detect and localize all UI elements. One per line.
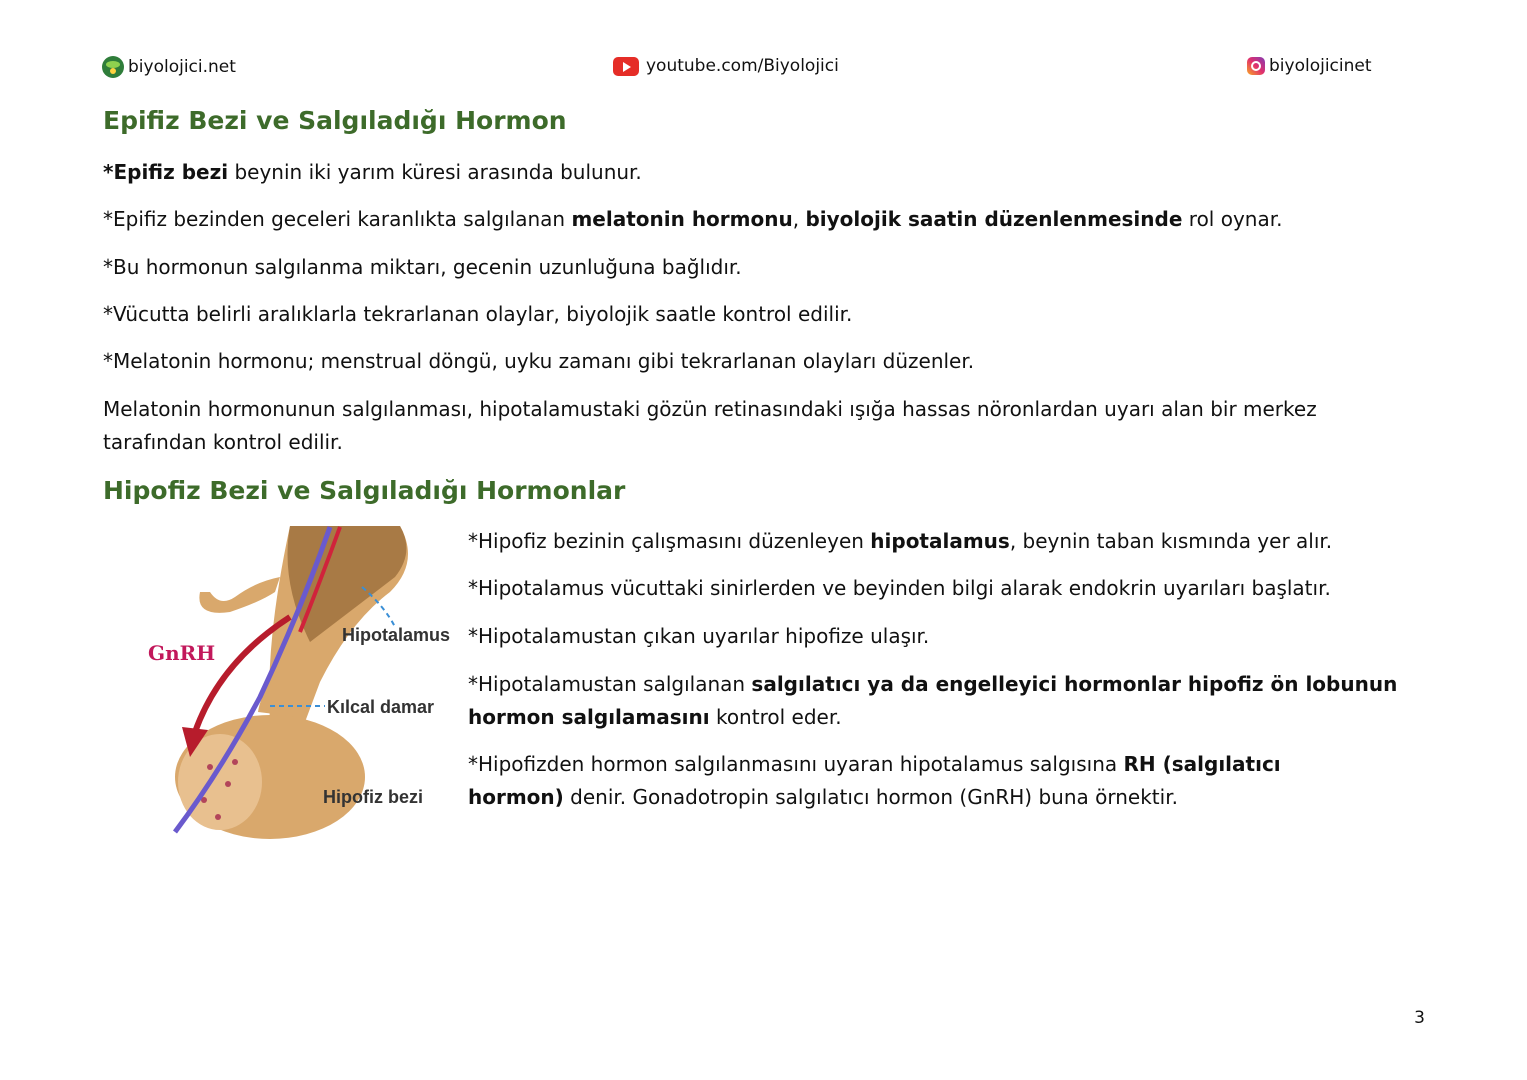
section1-paragraph-1 bbox=[103, 156, 642, 189]
section2-paragraph-1 bbox=[468, 525, 1332, 558]
hipofiz-bezi-label: Hipofiz bezi bbox=[323, 787, 423, 807]
section2-paragraph-2: *Hipotalamus vücuttaki sinirlerden ve beyinden bilgi alarak endokrin uyarıları başlatır. bbox=[468, 576, 1331, 600]
hormone-dot bbox=[225, 781, 231, 787]
section2-title: Hipofiz Bezi ve Salgıladığı Hormonlar bbox=[103, 476, 626, 505]
instagram-icon bbox=[1247, 57, 1265, 75]
hormone-dot bbox=[207, 764, 213, 770]
text: , bbox=[792, 207, 806, 231]
section2-paragraph-4 bbox=[468, 668, 1413, 734]
gnrh-label: GnRH bbox=[148, 641, 216, 665]
hormone-dot bbox=[215, 814, 221, 820]
bold-text: salgılatıcı ya da engelleyici hormonlar hipofiz ön lobunun hormon salgılamasını bbox=[468, 672, 1398, 729]
text: *Hipofizden hormon salgılanmasını uyaran hipotalamus salgısına bbox=[468, 752, 1124, 776]
kilcal-damar-label: Kılcal damar bbox=[327, 697, 435, 717]
instagram-link[interactable]: biyolojicinet bbox=[1269, 56, 1372, 76]
section1-paragraph-4: *Vücutta belirli aralıklarla tekrarlanan olaylar, biyolojik saatle kontrol edilir. bbox=[103, 302, 853, 326]
text: kontrol eder. bbox=[709, 705, 842, 729]
hypothalamus-pituitary-figure bbox=[140, 522, 450, 842]
text: denir. Gonadotropin salgılatıcı hormon (GnRH) buna örnektir. bbox=[563, 785, 1178, 809]
section1-paragraph-6: Melatonin hormonunun salgılanması, hipotalamustaki gözün retinasındaki ışığa hassas nöronlardan uyarı alan bir merkez tarafından kontrol edilir. bbox=[103, 397, 1317, 454]
text: rol oynar. bbox=[1182, 207, 1283, 231]
text: , beynin taban kısmında yer alır. bbox=[1009, 529, 1333, 553]
header-site[interactable] bbox=[102, 56, 236, 78]
section1-paragraph-3: *Bu hormonun salgılanma miktarı, gecenin uzunluğuna bağlıdır. bbox=[103, 255, 742, 279]
section1-paragraph-2 bbox=[103, 203, 1282, 236]
site-link[interactable]: biyolojici.net bbox=[128, 57, 236, 77]
bold-text: hipotalamus bbox=[870, 529, 1010, 553]
bold-text: biyolojik saatin düzenlenmesinde bbox=[805, 207, 1183, 231]
optic-tissue bbox=[199, 577, 280, 613]
youtube-icon bbox=[613, 57, 639, 76]
section2-paragraph-3: *Hipotalamustan çıkan uyarılar hipofize ulaşır. bbox=[468, 624, 930, 648]
text: *Hipotalamustan salgılanan bbox=[468, 672, 752, 696]
section1-paragraph-5: *Melatonin hormonu; menstrual döngü, uyku zamanı gibi tekrarlanan olayları düzenler. bbox=[103, 349, 975, 373]
header-instagram[interactable] bbox=[1247, 56, 1372, 76]
hipotalamus-label: Hipotalamus bbox=[342, 625, 450, 645]
text: *Epifiz bezinden geceleri karanlıkta salgılanan bbox=[103, 207, 572, 231]
page-number: 3 bbox=[1414, 1008, 1425, 1028]
text: beynin iki yarım küresi arasında bulunur. bbox=[228, 160, 642, 184]
youtube-link[interactable]: youtube.com/Biyolojici bbox=[646, 56, 839, 76]
hormone-dot bbox=[232, 759, 238, 765]
biyolojici-logo-icon bbox=[102, 56, 124, 78]
bold-text: RH (salgılatıcı hormon) bbox=[468, 752, 1281, 809]
section2-paragraph-5 bbox=[468, 748, 1368, 814]
bold-text: melatonin hormonu bbox=[571, 207, 793, 231]
bold-text: *Epifiz bezi bbox=[103, 160, 229, 184]
text: *Hipofiz bezinin çalışmasını düzenleyen bbox=[468, 529, 871, 553]
header-youtube[interactable] bbox=[613, 56, 839, 76]
section1-title: Epifiz Bezi ve Salgıladığı Hormon bbox=[103, 106, 567, 135]
